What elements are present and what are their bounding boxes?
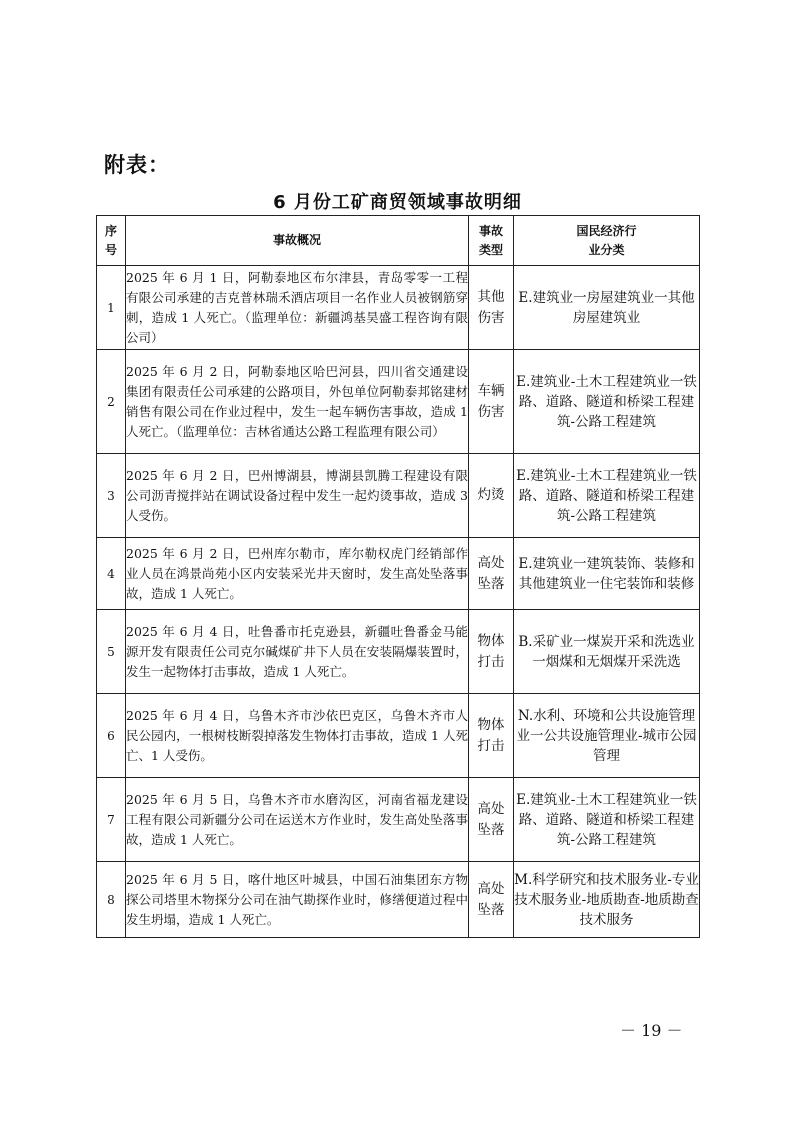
row-number: 3 [97, 454, 126, 538]
header-summary: 事故概况 [126, 216, 469, 266]
row-number: 8 [97, 862, 126, 938]
row-number: 2 [97, 350, 126, 454]
incident-summary: 2025 年 6 月 2 日，阿勒泰地区哈巴河县，四川省交通建设集团有限责任公司承建的公路项目，外包单位阿勒泰邦铭建材销售有限公司在作业过程中，发生一起车辆伤害事故，造成 1 人死亡。（监理单位：吉林省通达公路工程监理有限公司） [126, 350, 469, 454]
table-row [97, 538, 700, 610]
table-header-row [97, 216, 700, 266]
incident-type: 高处坠落 [469, 778, 514, 862]
table-row [97, 778, 700, 862]
header-industry: 国民经济行业分类 [514, 216, 700, 266]
incident-summary: 2025 年 6 月 5 日，喀什地区叶城县，中国石油集团东方物探公司塔里木物探分公司在油气勘探作业时，修缮便道过程中发生坍塌，造成 1 人死亡。 [126, 862, 469, 938]
document-title: 6 月份工矿商贸领域事故明细 [273, 192, 522, 213]
industry-classification: E.建筑业-土木工程建筑业一铁路、道路、隧道和桥梁工程建筑-公路工程建筑 [514, 454, 700, 538]
table-row [97, 694, 700, 778]
incident-type: 高处坠落 [469, 538, 514, 610]
incident-summary: 2025 年 6 月 4 日，乌鲁木齐市沙依巴克区，乌鲁木齐市人民公园内，一根树枝断裂掉落发生物体打击事故，造成 1 人死亡、1 人受伤。 [126, 694, 469, 778]
row-number: 7 [97, 778, 126, 862]
incident-type: 物体打击 [469, 694, 514, 778]
incident-summary: 2025 年 6 月 2 日，巴州博湖县，博湖县凯腾工程建设有限公司沥青搅拌站在调试设备过程中发生一起灼烫事故，造成 3 人受伤。 [126, 454, 469, 538]
header-type: 事故类型 [469, 216, 514, 266]
industry-classification: E.建筑业一建筑装饰、装修和其他建筑业一住宅装饰和装修 [514, 538, 700, 610]
page-number: － 19 － [620, 1021, 683, 1040]
appendix-label: 附表： [104, 153, 170, 177]
table-row [97, 862, 700, 938]
incident-summary: 2025 年 6 月 4 日，吐鲁番市托克逊县，新疆吐鲁番金马能源开发有限责任公司克尔碱煤矿井下人员在安装隔爆装置时，发生一起物体打击事故，造成 1 人死亡。 [126, 610, 469, 694]
table-row [97, 454, 700, 538]
industry-classification: M.科学研究和技术服务业-专业技术服务业-地质勘查-地质勘查技术服务 [514, 862, 700, 938]
incident-type: 高处坠落 [469, 862, 514, 938]
incident-type: 车辆伤害 [469, 350, 514, 454]
industry-classification: N.水利、环境和公共设施管理业一公共设施管理业-城市公园管理 [514, 694, 700, 778]
row-number: 5 [97, 610, 126, 694]
incident-table [96, 215, 700, 938]
industry-classification: E.建筑业-土木工程建筑业一铁路、道路、隧道和桥梁工程建筑-公路工程建筑 [514, 778, 700, 862]
industry-classification: B.采矿业一煤炭开采和洗选业一烟煤和无烟煤开采洗选 [514, 610, 700, 694]
incident-type: 其他伤害 [469, 266, 514, 350]
industry-classification: E.建筑业-土木工程建筑业一铁路、道路、隧道和桥梁工程建筑-公路工程建筑 [514, 350, 700, 454]
row-number: 4 [97, 538, 126, 610]
incident-type: 灼烫 [469, 454, 514, 538]
incident-summary: 2025 年 6 月 5 日，乌鲁木齐市水磨沟区，河南省福龙建设工程有限公司新疆分公司在运送木方作业时，发生高处坠落事故，造成 1 人死亡。 [126, 778, 469, 862]
incident-summary: 2025 年 6 月 2 日，巴州库尔勒市，库尔勒权虎门经销部作业人员在鸿景尚苑小区内安装采光井天窗时，发生高处坠落事故，造成 1 人死亡。 [126, 538, 469, 610]
incident-type: 物体打击 [469, 610, 514, 694]
table-row [97, 350, 700, 454]
incident-summary: 2025 年 6 月 1 日，阿勒泰地区布尔津县，青岛零零一工程有限公司承建的吉克普林瑞禾酒店项目一名作业人员被钢筋穿刺，造成 1 人死亡。（监理单位：新疆鸿基昊盛工程咨询有限公司） [126, 266, 469, 350]
row-number: 1 [97, 266, 126, 350]
table-row [97, 266, 700, 350]
table-row [97, 610, 700, 694]
header-no: 序号 [97, 216, 126, 266]
industry-classification: E.建筑业一房屋建筑业一其他房屋建筑业 [514, 266, 700, 350]
row-number: 6 [97, 694, 126, 778]
